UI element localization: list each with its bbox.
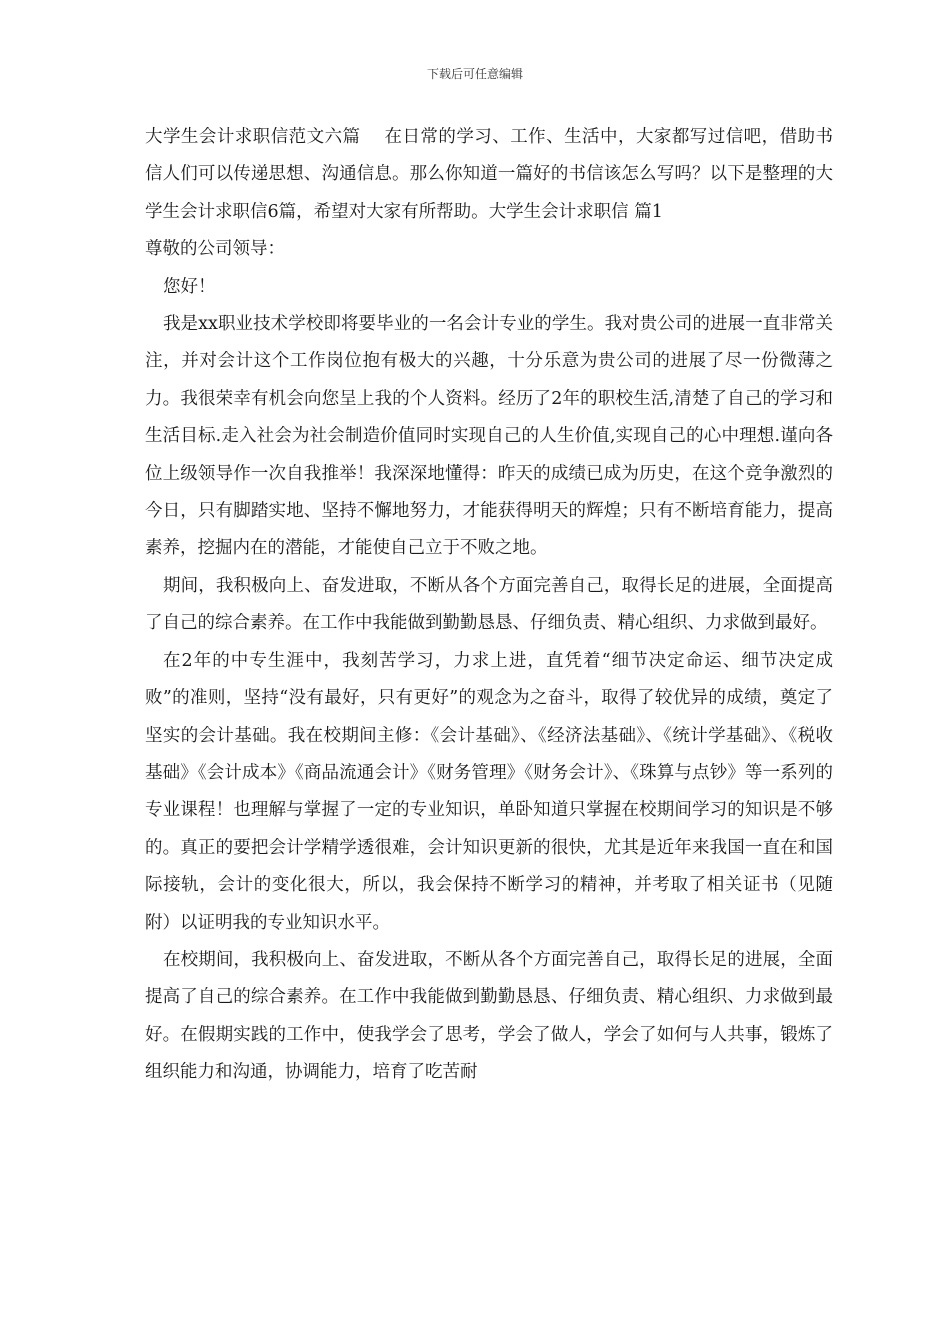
intro-paragraph: 大学生会计求职信范文六篇 在日常的学习、工作、生活中，大家都写过信吧，借助书信人们可以传递思想、沟通信息。那么你知道一篇好的书信该怎么写吗？以下是整理的大学生会计求职信6篇，希望对大家有所帮助。大学生会计求职信 篇1	[145, 127, 833, 222]
greeting: 您好！	[163, 276, 216, 297]
page-header: 下载后可任意编辑	[426, 67, 523, 81]
body-paragraph-3: 在2年的中专生涯中，我刻苦学习，力求上进，直凭着“细节决定命运、细节决定成败”的准则，坚持“没有最好，只有更好”的观念为之奋斗，取得了较优异的成绩，奠定了坚实的会计基础。我在校期间主修：《会计基础》、《经济法基础》、《统计学基础》、《税收基础》《会计成本》《商品流通会计》《财务管理》《财务会计》、《珠算与点钞》等一系列的专业课程！也理解与掌握了一定的专业知识，单卧知道只掌握在校期间学习的知识是不够的。真正的要把会计学精学透很难，会计知识更新的很快，尤其是近年来我国一直在和国际接轨，会计的变化很大，所以，我会保持不断学习的精神，并考取了相关证书（见随附）以证明我的专业知识水平。	[145, 650, 833, 933]
body-paragraph-2: 期间，我积极向上、奋发进取，不断从各个方面完善自己，取得长足的进展，全面提高了自己的综合素养。在工作中我能做到勤勤恳恳、仔细负责、精心组织、力求做到最好。	[145, 575, 833, 634]
letter-body	[145, 119, 833, 1092]
salutation: 尊敬的公司领导：	[145, 239, 285, 260]
body-paragraph-4: 在校期间，我积极向上、奋发进取，不断从各个方面完善自己，取得长足的进展，全面提高了自己的综合素养。在工作中我能做到勤勤恳恳、仔细负责、精心组织、力求做到最好。在假期实践的工作中，使我学会了思考，学会了做人，学会了如何与人共事，锻炼了组织能力和沟通，协调能力，培育了吃苦耐	[145, 949, 833, 1083]
body-paragraph-1: 我是xx职业技术学校即将要毕业的一名会计专业的学生。我对贵公司的进展一直非常关注，并对会计这个工作岗位抱有极大的兴趣，十分乐意为贵公司的进展了尽一份微薄之力。我很荣幸有机会向您呈上我的个人资料。经历了2年的职校生活,清楚了自己的学习和生活目标.走入社会为社会制造价值同时实现自己的人生价值,实现自己的心中理想.谨向各位上级领导作一次自我推举！我深深地懂得：昨天的成绩已成为历史，在这个竞争激烈的今日，只有脚踏实地、坚持不懈地努力，才能获得明天的辉煌；只有不断培育能力，提高素养，挖掘内在的潜能，才能使自己立于不败之地。	[145, 314, 833, 559]
